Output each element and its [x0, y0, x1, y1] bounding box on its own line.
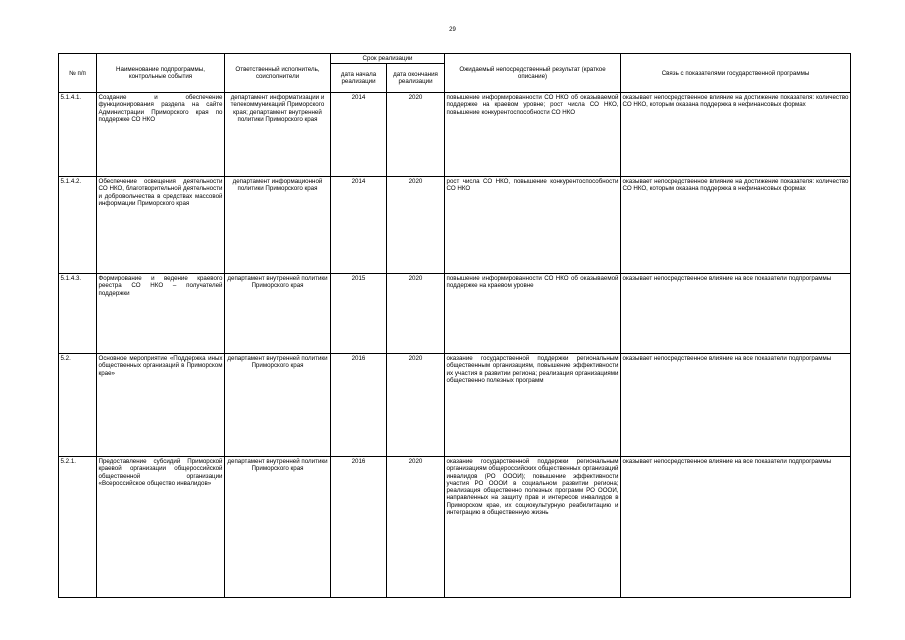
page-number: 29 — [449, 27, 456, 33]
row-num: 5.2.1. — [59, 457, 97, 598]
header-start: дата начала реализации — [331, 64, 387, 93]
header-responsible: Ответственный исполнитель, соисполнители — [225, 54, 331, 93]
row-end: 2020 — [387, 177, 445, 274]
row-link: оказывает непосредственное влияние на все показатели подпрограммы — [621, 274, 851, 354]
row-responsible: департамент внутренней политики Приморского края — [225, 274, 331, 354]
row-num: 5.1.4.2. — [59, 177, 97, 274]
row-num: 5.1.4.3. — [59, 274, 97, 354]
header-end: дата окончания реализации — [387, 64, 445, 93]
row-name: Основное мероприятие «Поддержка иных общественных организаций в Приморском крае» — [97, 354, 225, 457]
row-end: 2020 — [387, 274, 445, 354]
row-link: оказывает непосредственное влияние на все показатели подпрограммы — [621, 457, 851, 598]
row-name: Обеспечение освещения деятельности СО НКО, благотворительной деятельности и добровольчества в средствах массовой информации Приморского края — [97, 177, 225, 274]
table-row — [59, 177, 851, 274]
table-row — [59, 354, 851, 457]
row-responsible: департамент внутренней политики Приморского края — [225, 354, 331, 457]
row-responsible: департамент информационной политики Приморского края — [225, 177, 331, 274]
row-end: 2020 — [387, 354, 445, 457]
header-result: Ожидаемый непосредственный результат (краткое описание) — [445, 54, 621, 93]
table-row — [59, 93, 851, 177]
row-num: 5.1.4.1. — [59, 93, 97, 177]
row-num: 5.2. — [59, 354, 97, 457]
row-start: 2014 — [331, 93, 387, 177]
table-row — [59, 274, 851, 354]
header-link: Связь с показателями государственной программы — [621, 54, 851, 93]
row-link: оказывает непосредственное влияние на все показатели подпрограммы — [621, 354, 851, 457]
program-table — [58, 53, 851, 598]
row-name: Предоставление субсидий Приморской краевой организации общероссийской общественной организации «Всероссийское общество инвалидов» — [97, 457, 225, 598]
table-row — [59, 457, 851, 598]
row-result: повышение информированности СО НКО об оказываемой поддержке на краевом уровне; рост числа СО НКО, повышение конкурентоспособности СО НКО — [445, 93, 621, 177]
row-link: оказывает непосредственное влияние на достижение показателя: количество СО НКО, которым оказана поддержка в нефинансовых формах — [621, 93, 851, 177]
row-start: 2014 — [331, 177, 387, 274]
header-name: Наименование подпрограммы, контрольные события — [97, 54, 225, 93]
row-end: 2020 — [387, 93, 445, 177]
row-start: 2016 — [331, 457, 387, 598]
row-link: оказывает непосредственное влияние на достижение показателя: количество СО НКО, которым оказана поддержка в нефинансовых формах — [621, 177, 851, 274]
row-start: 2016 — [331, 354, 387, 457]
row-name: Создание и обеспечение функционирования раздела на сайте Администрации Приморского края по поддержке СО НКО — [97, 93, 225, 177]
row-responsible: департамент внутренней политики Приморского края — [225, 457, 331, 598]
row-result: рост числа СО НКО, повышение конкурентоспособности СО НКО — [445, 177, 621, 274]
row-result: оказание государственной поддержки региональным общественным организациям, повышение эффективности их участия в развитии региона; реализация организациями общественно полезных программ — [445, 354, 621, 457]
row-end: 2020 — [387, 457, 445, 598]
row-start: 2015 — [331, 274, 387, 354]
header-num: № п/п — [59, 54, 97, 93]
row-responsible: департамент информатизации и телекоммуникаций Приморского края; департамент внутренней политики Приморского края — [225, 93, 331, 177]
row-result: повышение информированности СО НКО об оказываемой поддержке на краевом уровне — [445, 274, 621, 354]
row-name: Формирование и ведение краевого реестра СО НКО – получателей поддержки — [97, 274, 225, 354]
header-period: Срок реализации — [331, 54, 445, 64]
row-result: оказание государственной поддержки региональным организациям общероссийских общественных организаций инвалидов (РО ОООИ); повышение эффективности участия РО ОООИ в социальном развитии региона; реализация общественно полезных программ РО ОООИ, направленных на защиту прав и интересов инвалидов в Приморском крае, их социокультурную реабилитацию и интеграцию в общественную жизнь — [445, 457, 621, 598]
